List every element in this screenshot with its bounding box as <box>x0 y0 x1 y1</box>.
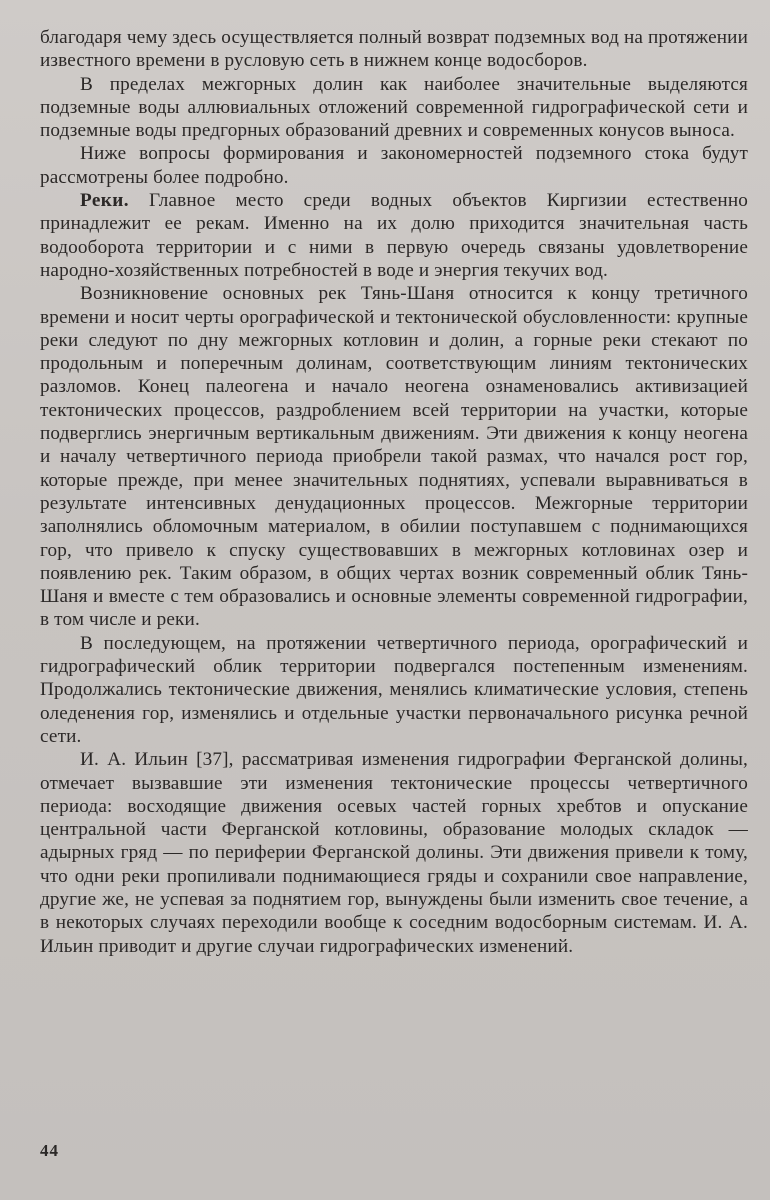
paragraph-1-text: благодаря чему здесь осуществляется полный возврат подземных вод на протяжении известного времени в русловую сеть в нижнем конце водосборов. <box>40 27 748 72</box>
paragraph-5-text: Возникновение основных рек Тянь-Шаня относится к концу третичного времени и носит черты орографической и тектонической обусловленности: крупные реки следуют по дну межгорных котловин и долин, а горные реки стекают по продольным и поперечным долинам, соответствующим линиям тектонических разломов. Конец палеогена и начало неогена ознаменовались активизацией тектонических процессов, раздроблением всей территории на участки, которые подверглись энергичным вертикальным движениям. Эти движения к концу неогена и началу четвертичного периода приобрели такой размах, что начался рост гор, которые прежде, при менее значительных поднятиях, успевали выравниваться в результате интенсивных денудационных процессов. Межгорные территории заполнялись обломочным материалом, в обилии поступавшем с поднимающихся гор, что привело к спуску существовавших в межгорных котловинах озер и появлению рек. Таким образом, в общих чертах возник современный облик Тянь-Шаня и вместе с тем образовались и основные элементы современной гидрографии, в том числе и реки. <box>40 283 748 631</box>
body-text <box>40 26 748 958</box>
paragraph-6 <box>40 632 748 748</box>
section-lead-rivers: Реки. <box>80 190 129 212</box>
paragraph-5 <box>40 282 748 631</box>
page-number: 44 <box>40 1141 59 1160</box>
paragraph-6-text: В последующем, на протяжении четвертичного периода, орографический и гидрографический облик территории подвергался постепенным изменениям. Продолжались тектонические движения, менялись климатические условия, степень оледенения гор, изменялись и отдельные участки первоначального рисунка речной сети. <box>40 632 748 747</box>
paragraph-7-text: И. А. Ильин [37], рассматривая изменения гидрографии Ферганской долины, отмечает вызвавшие эти изменения тектонические процессы четвертичного периода: восходящие движения осевых частей горных хребтов и опускание центральной части Ферганской котловины, образование молодых складок — адырных гряд — по периферии Ферганской долины. Эти движения привели к тому, что одни реки пропиливали поднимающиеся гряды и сохранили свое направление, другие же, не успевая за поднятием гор, вынуждены были изменить свое течение, а в некоторых случаях переходили вообще к соседним водосборным системам. И. А. Ильин приводит и другие случаи гидрографических изменений. <box>40 749 748 957</box>
paragraph-7 <box>40 748 748 958</box>
paragraph-4-text: Главное место среди водных объектов Киргизии естественно принадлежит ее рекам. Именно на их долю приходится значительная часть водооборота территории и с ними в первую очередь связаны удовлетворение народно-хозяйственных потребностей в воде и энергия текучих вод. <box>40 190 748 281</box>
paragraph-1 <box>40 26 748 73</box>
paragraph-3 <box>40 142 748 189</box>
paragraph-4-rivers <box>40 189 748 282</box>
paragraph-2 <box>40 73 748 143</box>
paragraph-2-text: В пределах межгорных долин как наиболее значительные выделяются подземные воды аллювиальных отложений современной гидрографической сети и подземные воды предгорных образований древних и современных конусов выноса. <box>40 73 748 142</box>
paragraph-3-text: Ниже вопросы формирования и закономерностей подземного стока будут рассмотрены более подробно. <box>40 143 748 188</box>
